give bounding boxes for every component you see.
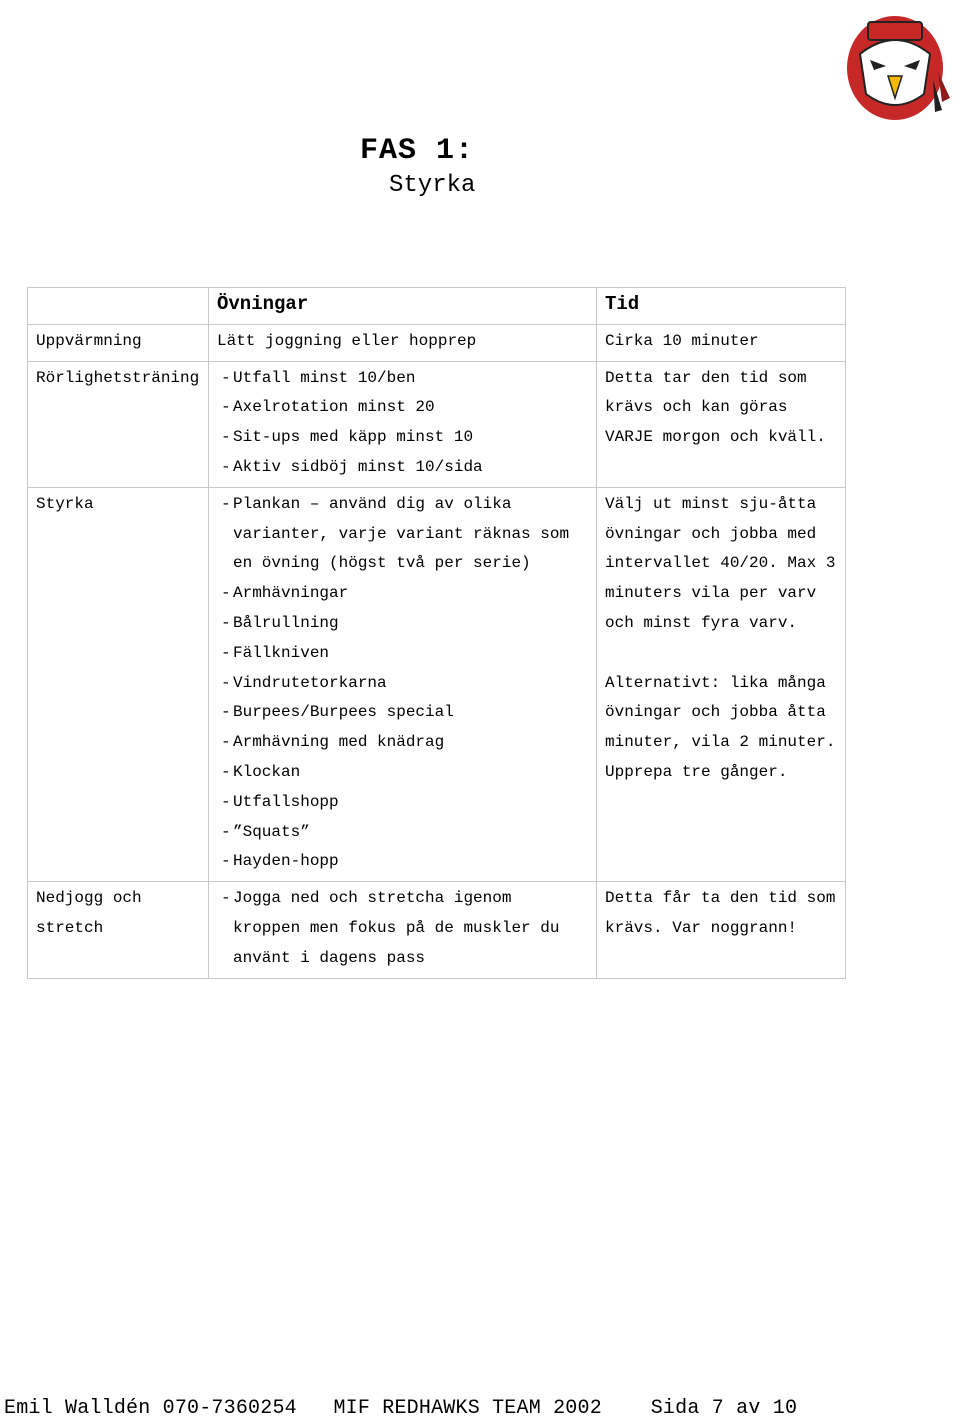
table-row-mobility (28, 361, 846, 487)
table-row-strength (28, 487, 846, 881)
page-subtitle: Styrka (389, 172, 476, 199)
list-item: - Jogga ned och stretcha igenom kroppen men fokus på de muskler du använt i dagens pass (217, 884, 588, 973)
list-item: - Vindrutetorkarna (217, 669, 588, 699)
footer-author: Emil Walldén 070-7360254 (4, 1397, 297, 1420)
list-item: - Bålrullning (217, 609, 588, 639)
strength-time-alternative: Alternativt: lika många övningar och jobba åtta minuter, vila 2 minuter. Upprepa tre gånger. (605, 673, 836, 781)
hawk-emblem-icon (838, 2, 956, 124)
footer-team: MIF REDHAWKS TEAM 2002 (333, 1397, 602, 1420)
list-item: - Armhävningar (217, 579, 588, 609)
warmup-exercise: Lätt joggning eller hopprep (209, 324, 597, 361)
page-title: FAS 1: (360, 134, 475, 168)
mobility-exercises (209, 361, 597, 487)
strength-time (597, 487, 846, 881)
table-header-row (28, 288, 846, 325)
list-item: - Fällkniven (217, 639, 588, 669)
list-item: - Klockan (217, 758, 588, 788)
list-item: - Armhävning med knädrag (217, 728, 588, 758)
strength-exercise-list (217, 490, 588, 877)
strength-time-main: Välj ut minst sju-åtta övningar och jobba med intervallet 40/20. Max 3 minuters vila per varv och minst fyra varv. (605, 494, 836, 632)
redhawks-logo (838, 2, 956, 124)
table-row-warmup (28, 324, 846, 361)
list-item: - Utfall minst 10/ben (217, 364, 588, 394)
mobility-exercise-list (217, 364, 588, 483)
list-item: - ”Squats” (217, 818, 588, 848)
strength-exercises (209, 487, 597, 881)
paragraph-gap (605, 639, 837, 669)
list-item: - Utfallshopp (217, 788, 588, 818)
list-item: - Axelrotation minst 20 (217, 393, 588, 423)
header-empty-cell (28, 288, 209, 325)
warmup-time: Cirka 10 minuter (597, 324, 846, 361)
list-item: - Aktiv sidböj minst 10/sida (217, 453, 588, 483)
list-item: - Hayden-hopp (217, 847, 588, 877)
header-exercises: Övningar (209, 288, 597, 325)
row-label-warmup: Uppvärmning (28, 324, 209, 361)
cooldown-exercises (209, 882, 597, 978)
list-item: - Plankan – använd dig av olika varianter, varje variant räknas som en övning (högst två per serie) (217, 490, 588, 579)
list-item: - Burpees/Burpees special (217, 698, 588, 728)
cooldown-exercise-list (217, 884, 588, 973)
row-label-mobility: Rörlighetsträning (28, 361, 209, 487)
table-row-cooldown (28, 882, 846, 978)
row-label-cooldown: Nedjogg och stretch (28, 882, 209, 978)
mobility-time: Detta tar den tid som krävs och kan göras VARJE morgon och kväll. (597, 361, 846, 487)
training-table (27, 287, 846, 979)
list-item: - Sit-ups med käpp minst 10 (217, 423, 588, 453)
header-time: Tid (597, 288, 846, 325)
cooldown-time: Detta får ta den tid som krävs. Var noggrann! (597, 882, 846, 978)
footer-page-number: Sida 7 av 10 (650, 1397, 798, 1420)
row-label-strength: Styrka (28, 487, 209, 881)
page-footer (4, 1397, 797, 1420)
